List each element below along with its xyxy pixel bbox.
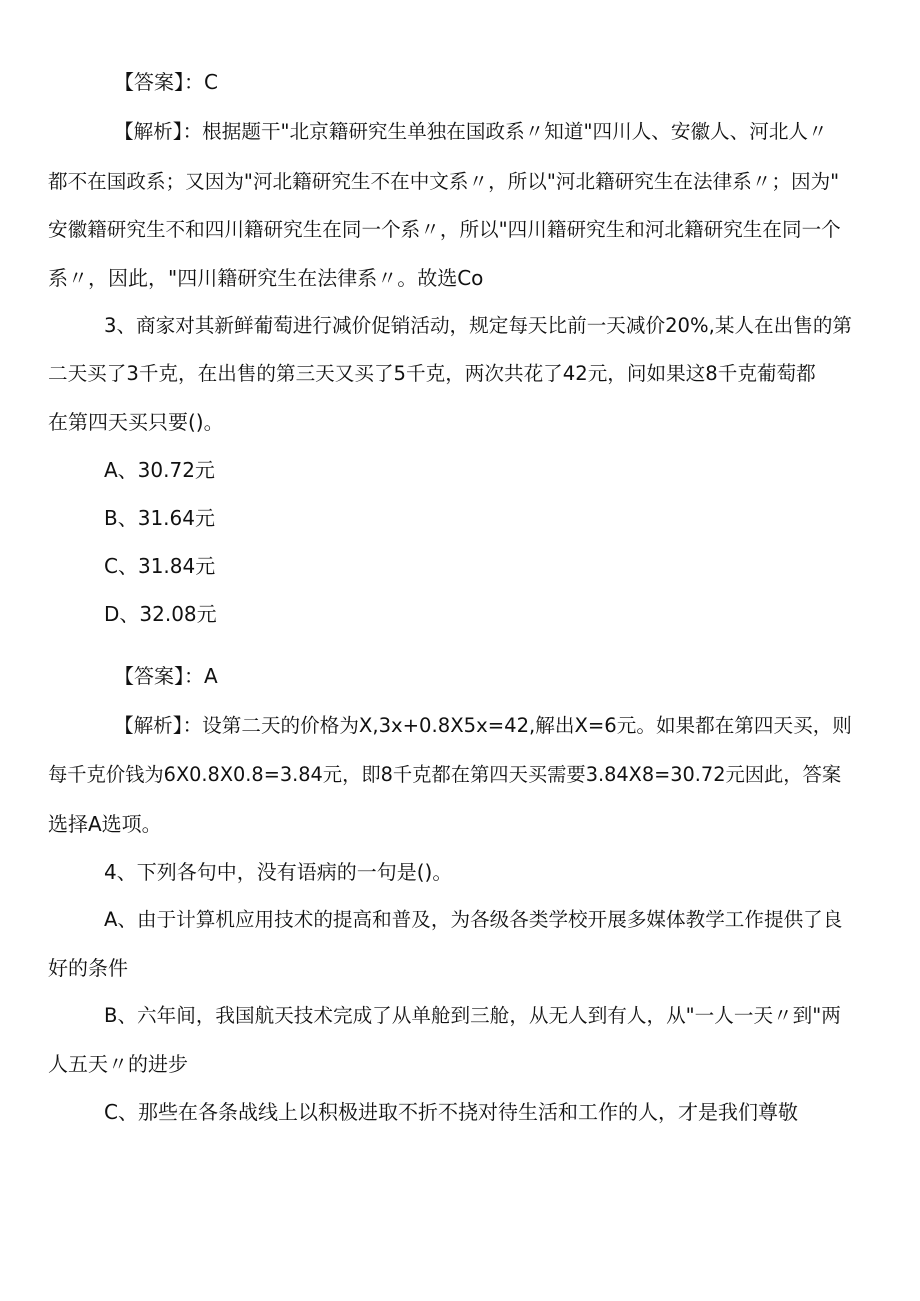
option-4-b-line-1: B、六年间，我国航天技术完成了从单舱到三舱，从无人到有人，从"一人一天〃到"两 [104, 1004, 841, 1027]
option-3-d: D、32.08元 [104, 602, 217, 626]
option-3-b: B、31.64元 [104, 506, 215, 530]
answer-line-2: 【答案】：C [114, 70, 218, 94]
analysis-line-3b: 每千克价钱为6X0.8X0.8=3.84元，即8千克都在第四天买需要3.84X8=30.72元因此，答案 [48, 763, 842, 786]
question-3-line-b: 二天买了3千克，在出售的第三天又买了5千克，两次共花了42元，问如果这8千克葡萄都 [48, 362, 816, 385]
option-4-b-line-2: 人五天〃的进步 [48, 1052, 188, 1076]
analysis-line-2c: 安徽籍研究生不和四川籍研究生在同一个系〃，所以"四川籍研究生和河北籍研究生在同一个 [48, 218, 841, 241]
answer-line-3: 【答案】：A [114, 664, 218, 688]
option-3-a: A、30.72元 [104, 458, 215, 482]
question-4-line-a: 4、下列各句中，没有语病的一句是()。 [104, 860, 453, 884]
option-3-c: C、31.84元 [104, 554, 216, 578]
analysis-line-2d: 系〃，因此，"四川籍研究生在法律系〃。故选Co [48, 266, 484, 290]
option-4-a-line-2: 好的条件 [48, 956, 128, 980]
analysis-line-3a: 【解析】：设第二天的价格为X,3x+0.8X5x=42,解出X=6元。如果都在第四天买，则 [114, 714, 852, 737]
option-4-c-line-1: C、那些在各条战线上以积极进取不折不挠对待生活和工作的人，才是我们尊敬 [104, 1100, 798, 1124]
question-3-line-a: 3、商家对其新鲜葡萄进行减价促销活动，规定每天比前一天减价20%,某人在出售的第 [104, 314, 853, 337]
question-3-line-c: 在第四天买只要()。 [48, 410, 224, 434]
option-4-a-line-1: A、由于计算机应用技术的提高和普及，为各级各类学校开展多媒体教学工作提供了良 [104, 908, 843, 931]
analysis-line-2b: 都不在国政系；又因为"河北籍研究生不在中文系〃，所以"河北籍研究生在法律系〃；因为" [48, 170, 840, 193]
analysis-line-3c: 选择A选项。 [48, 812, 162, 836]
analysis-line-2a: 【解析】：根据题干"北京籍研究生单独在国政系〃知道"四川人、安徽人、河北人〃 [114, 120, 828, 143]
